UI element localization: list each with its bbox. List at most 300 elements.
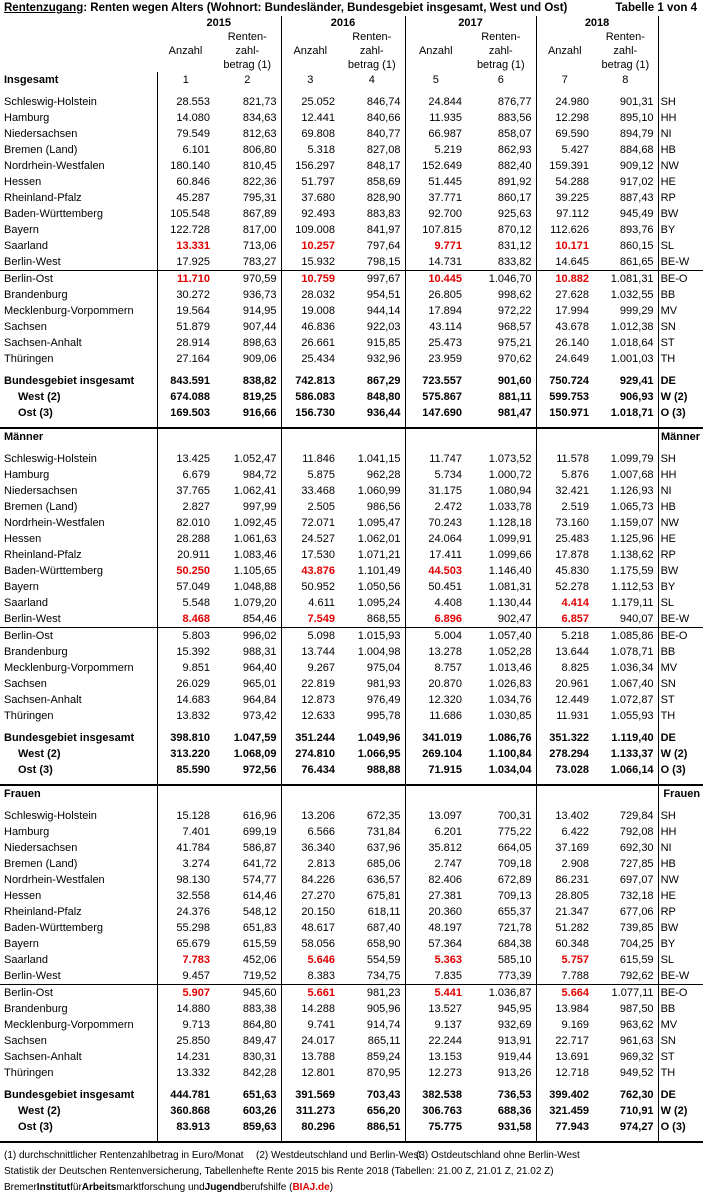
col-betrag: Renten- (227, 31, 267, 43)
cell: 45.287 (157, 190, 214, 206)
cell: 73.160 (536, 515, 593, 531)
cell: 865,11 (367, 1035, 401, 1047)
cell: 914,74 (366, 1019, 401, 1031)
row-abbr: ST (658, 692, 703, 708)
cell: 713,06 (242, 240, 277, 252)
cell: 399.402 (536, 1087, 593, 1103)
cell: 4.408 (405, 595, 466, 611)
cell: 1.130,44 (488, 597, 532, 609)
cell: 43.114 (405, 319, 466, 335)
blank (593, 778, 658, 785)
cell: 27.164 (157, 351, 214, 367)
col-betrag: betrag (1) (223, 59, 272, 71)
cell: 970,59 (214, 271, 281, 288)
cell: 969,32 (619, 1051, 654, 1063)
cell: 692,30 (619, 842, 654, 854)
table-row (0, 1087, 703, 1103)
cell: 12.320 (405, 692, 466, 708)
cell: 13.691 (536, 1049, 593, 1065)
cell: 24.017 (281, 1033, 339, 1049)
cell: 684,38 (497, 938, 532, 950)
cell: 887,43 (619, 192, 654, 204)
cell: 28.805 (536, 888, 593, 904)
cell: 721,78 (497, 922, 532, 934)
cell: 150.971 (536, 405, 593, 421)
cell: 9.741 (281, 1017, 339, 1033)
cell: 677,06 (619, 906, 654, 918)
row-label: Sachsen-Anhalt (4, 694, 82, 706)
pension-table (0, 16, 703, 1145)
row-abbr: SN (658, 676, 703, 692)
blank (536, 785, 593, 802)
cell: 997,67 (339, 271, 405, 288)
cell: 13.332 (157, 1065, 214, 1081)
table-row (0, 303, 703, 319)
cell: 14.231 (157, 1049, 214, 1065)
table-row (0, 579, 703, 595)
row-label: Mecklenburg-Vorpommern (4, 305, 134, 317)
col-number: 2 (244, 74, 251, 86)
cell: 915,85 (366, 337, 401, 349)
cell: 846,74 (366, 96, 401, 108)
cell: 870,12 (497, 224, 532, 236)
cell: 858,07 (497, 128, 532, 140)
row-abbr: SN (658, 1033, 703, 1049)
blank (405, 1135, 466, 1142)
blank (658, 1142, 703, 1145)
cell: 5.318 (281, 142, 339, 158)
cell: 7.835 (405, 968, 466, 985)
cell: 795,31 (242, 192, 277, 204)
blank (593, 421, 658, 428)
cell: 664,05 (497, 842, 532, 854)
cell: 783,27 (242, 256, 277, 268)
col-anzahl (405, 30, 466, 44)
cell: 731,84 (366, 826, 401, 838)
cell: 147.690 (405, 405, 466, 421)
cell: 672,35 (366, 810, 401, 822)
cell: 5.004 (405, 628, 466, 645)
cell: 11.710 (157, 271, 214, 288)
cell: 11.846 (281, 451, 339, 467)
cell: 995,78 (366, 710, 401, 722)
blank (281, 428, 339, 445)
row-label: Rheinland-Pfalz (4, 906, 82, 918)
table-row (0, 840, 703, 856)
cell: 9.771 (405, 238, 466, 254)
cell: 12.633 (281, 708, 339, 724)
cell: 1.080,94 (488, 485, 532, 497)
cell: 929,41 (619, 375, 654, 387)
cell: 773,39 (497, 970, 532, 982)
cell: 65.679 (157, 936, 214, 952)
header-blank (0, 58, 157, 72)
row-label: Sachsen-Anhalt (4, 337, 82, 349)
cell: 1.066,14 (610, 764, 654, 776)
cell: 19.564 (157, 303, 214, 319)
cell: 998,62 (497, 289, 532, 301)
cell: 60.348 (536, 936, 593, 952)
section-label: Männer (0, 428, 157, 445)
credit-mid2: marktforschung und (116, 1182, 205, 1193)
col-number: 4 (368, 74, 375, 86)
cell: 31.175 (405, 483, 466, 499)
row-label: Bundesgebiet insgesamt (4, 375, 135, 387)
cell: 351.244 (281, 730, 339, 746)
cell: 1.052,47 (233, 453, 277, 465)
cell: 60.846 (157, 174, 214, 190)
cell: 1.036,34 (610, 662, 654, 674)
table-row (0, 563, 703, 579)
blank (593, 428, 658, 445)
cell: 23.959 (405, 351, 466, 367)
cell: 5.876 (536, 467, 593, 483)
col-betrag: zahl- (488, 45, 513, 57)
blank (281, 785, 339, 802)
cell: 13.984 (536, 1001, 593, 1017)
cell: 862,93 (497, 144, 532, 156)
row-abbr: BE-O (658, 271, 703, 288)
cell: 901,60 (497, 375, 532, 387)
row-label: Bayern (4, 581, 39, 593)
cell: 848,80 (366, 391, 401, 403)
blank (466, 421, 536, 428)
cell: 26.805 (405, 287, 466, 303)
cell: 709,13 (497, 890, 532, 902)
cell: 9.169 (536, 1017, 593, 1033)
bottom-rule (0, 1142, 703, 1145)
header-blank-right (658, 44, 703, 58)
cell: 963,62 (619, 1019, 654, 1031)
table-row (0, 158, 703, 174)
cell: 810,45 (242, 160, 277, 172)
table-row (0, 952, 703, 968)
header-blank-right (658, 58, 703, 72)
cell: 1.092,45 (233, 517, 277, 529)
cell: 775,22 (497, 826, 532, 838)
cell: 14.731 (405, 254, 466, 271)
cell: 822,36 (242, 176, 277, 188)
row-label: Nordrhein-Westfalen (4, 517, 105, 529)
title-row (0, 0, 703, 16)
cell: 1.000,72 (488, 469, 532, 481)
cell: 86.231 (536, 872, 593, 888)
header-betrag-2 (0, 58, 703, 72)
cell: 876,77 (497, 96, 532, 108)
table-row (0, 142, 703, 158)
table-row (0, 373, 703, 389)
cell: 2.519 (536, 499, 593, 515)
cell: 313.220 (157, 746, 214, 762)
col-anzahl (281, 58, 339, 72)
cell: 817,00 (242, 224, 277, 236)
blank (536, 1142, 593, 1145)
cell: 351.322 (536, 730, 593, 746)
row-label: Ost (3) (18, 1121, 53, 1133)
row-label: Baden-Württemberg (4, 208, 104, 220)
cell: 762,30 (619, 1089, 654, 1101)
cell: 984,72 (242, 469, 277, 481)
cell: 554,59 (366, 954, 401, 966)
cell: 1.018,64 (610, 337, 654, 349)
cell: 1.047,59 (233, 732, 277, 744)
cell: 913,26 (497, 1067, 532, 1079)
cell: 860,15 (619, 240, 654, 252)
cell: 988,31 (242, 646, 277, 658)
col-anzahl (281, 30, 339, 44)
row-abbr: BY (658, 579, 703, 595)
cell: 6.201 (405, 824, 466, 840)
col-number: 3 (281, 72, 339, 88)
cell: 919,44 (497, 1051, 532, 1063)
cell: 11.935 (405, 110, 466, 126)
cell: 842,28 (242, 1067, 277, 1079)
row-abbr: BE-W (658, 254, 703, 271)
cell: 54.288 (536, 174, 593, 190)
cell: 868,55 (366, 613, 401, 625)
cell: 976,49 (366, 694, 401, 706)
blank (214, 785, 281, 802)
table-row (0, 762, 703, 778)
row-label: Bremen (Land) (4, 144, 78, 156)
cell: 909,12 (619, 160, 654, 172)
cell: 24.376 (157, 904, 214, 920)
cell: 806,80 (242, 144, 277, 156)
cell: 79.549 (157, 126, 214, 142)
cell: 1.126,93 (610, 485, 654, 497)
cell: 5.661 (281, 985, 339, 1002)
cell: 699,19 (242, 826, 277, 838)
cell: 17.411 (405, 547, 466, 563)
cell: 13.097 (405, 808, 466, 824)
cell: 886,51 (366, 1121, 401, 1133)
header-years (0, 16, 703, 30)
cell: 1.050,56 (357, 581, 401, 593)
blank (0, 1135, 157, 1142)
cell: 26.661 (281, 335, 339, 351)
cell: 69.808 (281, 126, 339, 142)
table-row (0, 708, 703, 724)
row-label: Nordrhein-Westfalen (4, 160, 105, 172)
cell: 5.646 (281, 952, 339, 968)
cell: 19.008 (281, 303, 339, 319)
cell: 10.171 (536, 238, 593, 254)
header-blank (0, 44, 157, 58)
cell: 278.294 (536, 746, 593, 762)
cell: 1.034,04 (488, 764, 532, 776)
blank (214, 428, 281, 445)
table-row (0, 746, 703, 762)
section-Männer (0, 428, 703, 445)
cell: 1.046,70 (466, 271, 536, 288)
cell: 641,72 (242, 858, 277, 870)
cell: 1.067,40 (610, 678, 654, 690)
cell: 6.566 (281, 824, 339, 840)
row-label: Berlin-West (4, 613, 61, 625)
cell: 840,77 (366, 128, 401, 140)
section-label: Insgesamt (4, 74, 59, 86)
cell: 97.112 (536, 206, 593, 222)
row-label: Hamburg (4, 112, 50, 124)
cell: 917,02 (619, 176, 654, 188)
blank (658, 421, 703, 428)
table-row (0, 1001, 703, 1017)
cell: 902,47 (497, 613, 532, 625)
cell: 20.961 (536, 676, 593, 692)
footnote-2: (2) Westdeutschland und Berlin-West (256, 1150, 422, 1161)
col-number: 5 (405, 72, 466, 88)
cell: 907,44 (242, 321, 277, 333)
cell: 5.427 (536, 142, 593, 158)
row-label: Niedersachsen (4, 485, 78, 497)
cell: 27.270 (281, 888, 339, 904)
cell: 152.649 (405, 158, 466, 174)
col-number: 8 (622, 74, 629, 86)
cell: 882,40 (497, 160, 532, 172)
row-label: Thüringen (4, 353, 54, 365)
biaj-link[interactable]: BIAJ.de (292, 1182, 330, 1193)
header-blank (0, 16, 157, 30)
table-row (0, 222, 703, 238)
row-abbr: MV (658, 303, 703, 319)
row-abbr: HB (658, 856, 703, 872)
cell: 6.896 (405, 611, 466, 628)
cell: 723.557 (405, 373, 466, 389)
cell: 22.244 (405, 1033, 466, 1049)
row-label: Hamburg (4, 469, 50, 481)
cell: 57.049 (157, 579, 214, 595)
cell: 269.104 (405, 746, 466, 762)
cell: 48.617 (281, 920, 339, 936)
page-title (4, 2, 567, 14)
cell: 112.626 (536, 222, 593, 238)
row-abbr: W (2) (658, 389, 703, 405)
cell: 674.088 (157, 389, 214, 405)
row-label: Thüringen (4, 710, 54, 722)
row-abbr: HH (658, 110, 703, 126)
table-row (0, 351, 703, 367)
cell: 27.381 (405, 888, 466, 904)
cell: 916,66 (242, 407, 277, 419)
cell: 8.468 (157, 611, 214, 628)
row-label: Mecklenburg-Vorpommern (4, 1019, 134, 1031)
table-row (0, 644, 703, 660)
blank (281, 1135, 339, 1142)
cell: 452,06 (242, 954, 277, 966)
credit-institut: Institut (36, 1182, 71, 1193)
cell: 675,81 (366, 890, 401, 902)
cell: 1.036,87 (466, 985, 536, 1002)
cell: 2.747 (405, 856, 466, 872)
header-betrag-0 (0, 30, 703, 44)
cell: 1.060,99 (357, 485, 401, 497)
table-row (0, 451, 703, 467)
cell: 80.296 (281, 1119, 339, 1135)
cell: 831,12 (497, 240, 532, 252)
cell: 988,88 (366, 764, 401, 776)
cell: 1.101,49 (357, 565, 401, 577)
cell: 1.032,55 (610, 289, 654, 301)
row-abbr: O (3) (658, 762, 703, 778)
cell: 614,46 (242, 890, 277, 902)
table-row (0, 1049, 703, 1065)
cell: 14.880 (157, 1001, 214, 1017)
blank (658, 778, 703, 785)
cell: 12.298 (536, 110, 593, 126)
credit-end: ) (329, 1182, 334, 1193)
cell: 860,17 (497, 192, 532, 204)
table-row (0, 1103, 703, 1119)
cell: 1.071,21 (357, 549, 401, 561)
cell: 906,93 (619, 391, 654, 403)
cell: 82.010 (157, 515, 214, 531)
row-label: Nordrhein-Westfalen (4, 874, 105, 886)
cell: 883,38 (242, 1003, 277, 1015)
cell: 975,21 (497, 337, 532, 349)
cell: 548,12 (242, 906, 277, 918)
cell: 20.150 (281, 904, 339, 920)
cell: 2.908 (536, 856, 593, 872)
cell: 964,40 (242, 662, 277, 674)
cell: 651,63 (242, 1089, 277, 1101)
row-abbr: DE (658, 1087, 703, 1103)
section-Insgesamt (0, 72, 703, 88)
cell: 7.788 (536, 968, 593, 985)
cell: 1.099,66 (488, 549, 532, 561)
table-row (0, 904, 703, 920)
cell: 44.503 (405, 563, 466, 579)
cell: 20.911 (157, 547, 214, 563)
row-abbr: SN (658, 319, 703, 335)
row-abbr: ST (658, 335, 703, 351)
cell: 2.813 (281, 856, 339, 872)
row-abbr: BY (658, 222, 703, 238)
cell: 736,53 (497, 1089, 532, 1101)
cell: 972,22 (497, 305, 532, 317)
blank (405, 428, 466, 445)
cell: 82.406 (405, 872, 466, 888)
cell: 159.391 (536, 158, 593, 174)
cell: 37.765 (157, 483, 214, 499)
table-row (0, 287, 703, 303)
cell: 1.085,86 (593, 628, 658, 645)
blank (157, 421, 214, 428)
cell: 672,89 (497, 874, 532, 886)
row-abbr: SL (658, 952, 703, 968)
row-label: Rheinland-Pfalz (4, 549, 82, 561)
blank (0, 421, 157, 428)
cell: 618,11 (367, 906, 401, 918)
cell: 33.468 (281, 483, 339, 499)
row-abbr: RP (658, 904, 703, 920)
table-row (0, 515, 703, 531)
row-label: Berlin-Ost (0, 628, 157, 645)
blank (214, 421, 281, 428)
cell: 727,85 (619, 858, 654, 870)
cell: 1.062,01 (357, 533, 401, 545)
cell: 685,06 (366, 858, 401, 870)
cell: 891,92 (497, 176, 532, 188)
table-row (0, 531, 703, 547)
cell: 909,06 (242, 353, 277, 365)
row-abbr: RP (658, 190, 703, 206)
cell: 341.019 (405, 730, 466, 746)
row-label: Rheinland-Pfalz (4, 192, 82, 204)
table-row (0, 872, 703, 888)
cell: 15.392 (157, 644, 214, 660)
cell: 12.801 (281, 1065, 339, 1081)
cell: 2.505 (281, 499, 339, 515)
